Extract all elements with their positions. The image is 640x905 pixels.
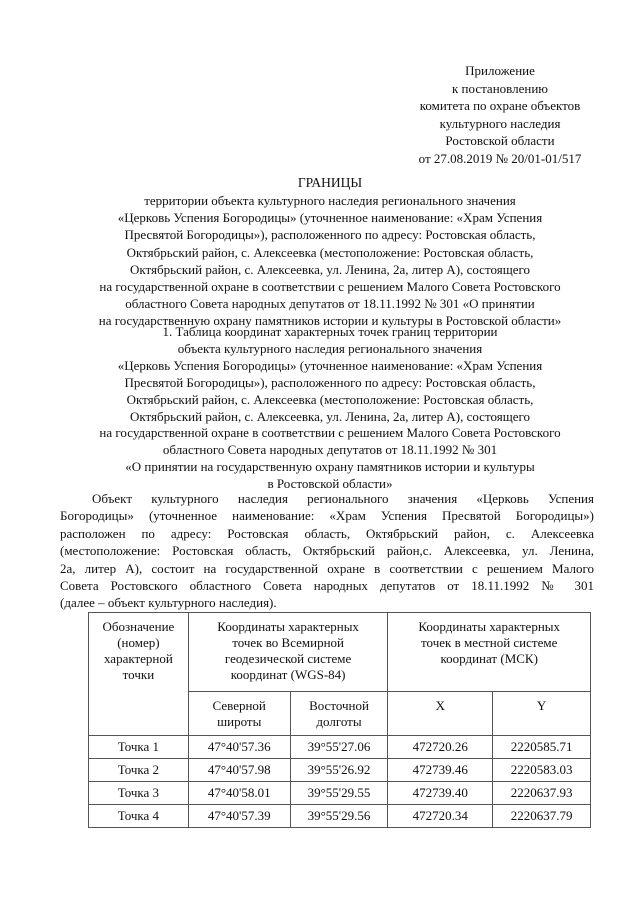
paragraph-line: расположен по адресу: Ростовская область, Октябрьский район, с. Алексеевка xyxy=(60,525,594,541)
subtitle-line: областного Совета народных депутатов от 18.11.1992 № 301 «О принятии xyxy=(125,296,535,312)
appendix-line: Ростовской области xyxy=(445,133,555,149)
table-heading-line: областного Совета народных депутатов от 18.11.1992 № 301 xyxy=(162,442,498,458)
header-north-latitude: Северной широты xyxy=(188,692,290,736)
cell-longitude: 39°55'29.55 xyxy=(290,782,388,805)
description-paragraph xyxy=(60,490,594,612)
cell-point: Точка 2 xyxy=(89,759,189,782)
cell-point: Точка 4 xyxy=(89,805,189,828)
subtitle-line: Октябрьский район, с. Алексеевка, ул. Ленина, 2а, литер А), состоящего xyxy=(130,261,530,277)
table-row xyxy=(89,736,591,759)
subtitle-line: на государственной охране в соответствии с решением Малого Совета Ростовского xyxy=(99,279,561,295)
paragraph-line: 2а, литер А), состоит на государственной охране в соответствии с решением Малого xyxy=(60,560,594,576)
document-subtitle xyxy=(40,192,620,330)
header-wgs84: Координаты характерных точек во Всемирной геодезической системе координат (WGS-84) xyxy=(188,613,388,692)
cell-y: 2220637.79 xyxy=(493,805,591,828)
cell-y: 2220637.93 xyxy=(493,782,591,805)
appendix-line: к постановлению xyxy=(451,80,549,96)
table-row xyxy=(89,805,591,828)
table-header-row xyxy=(89,613,591,692)
subtitle-line: «Церковь Успения Богородицы» (уточненное наименование: «Храм Успения xyxy=(117,210,543,226)
subtitle-line: на государственную охрану памятников истории и культуры в Ростовской области» xyxy=(98,313,562,329)
table-heading-line: Октябрьский район, с. Алексеевка (местоположение: Ростовская область, xyxy=(126,391,534,407)
appendix-line: Приложение xyxy=(465,63,535,78)
document-title: ГРАНИЦЫ xyxy=(297,175,363,190)
cell-latitude: 47°40'57.39 xyxy=(188,805,290,828)
table-heading-line: Пресвятой Богородицы»), расположенного по адресу: Ростовская область, xyxy=(124,374,536,390)
table-heading-line: «Церковь Успения Богородицы» (уточненное наименование: «Храм Успения xyxy=(117,357,543,373)
table-heading-line: на государственной охране в соответствии с решением Малого Совета Ростовского xyxy=(99,425,561,441)
cell-point: Точка 1 xyxy=(89,736,189,759)
table-heading-line: «О принятии на государственную охрану памятников истории и культуры xyxy=(125,459,535,475)
appendix-line: от 27.08.2019 № 20/01-01/517 xyxy=(418,150,582,166)
cell-latitude: 47°40'57.98 xyxy=(188,759,290,782)
coordinates-table xyxy=(88,612,591,828)
cell-y: 2220583.03 xyxy=(493,759,591,782)
cell-longitude: 39°55'29.56 xyxy=(290,805,388,828)
subtitle-line: Октябрьский район, с. Алексеевка (местоположение: Ростовская область, xyxy=(126,244,534,260)
paragraph-line: Богородицы» (уточненное наименование: «Храм Успения Пресвятой Богородицы») xyxy=(60,508,594,524)
appendix-line: комитета по охране объектов xyxy=(419,98,581,114)
cell-x: 472720.34 xyxy=(388,805,493,828)
paragraph-line: (далее – объект культурного наследия). xyxy=(60,595,277,611)
table-row xyxy=(89,759,591,782)
cell-latitude: 47°40'57.36 xyxy=(188,736,290,759)
cell-latitude: 47°40'58.01 xyxy=(188,782,290,805)
paragraph-line: Совета Ростовского областного Совета народных депутатов от 18.11.1992 № 301 xyxy=(60,578,594,594)
header-point-designation: Обозначение (номер) характерной точки xyxy=(89,613,189,736)
table-heading-line: объекта культурного наследия регионального значения xyxy=(177,340,483,356)
header-east-longitude: Восточной долготы xyxy=(290,692,388,736)
cell-longitude: 39°55'26.92 xyxy=(290,759,388,782)
paragraph-line: Объект культурного наследия регионального значения «Церковь Успения xyxy=(92,491,594,506)
appendix-block xyxy=(400,62,600,168)
subtitle-line: территории объекта культурного наследия регионального значения xyxy=(144,193,516,208)
cell-x: 472739.40 xyxy=(388,782,493,805)
header-msk: Координаты характерных точек в местной системе координат (МСК) xyxy=(388,613,591,692)
table-row xyxy=(89,782,591,805)
cell-y: 2220585.71 xyxy=(493,736,591,759)
paragraph-line: (местоположение: Ростовская область, Октябрьский район,с. Алексеевка, ул. Ленина, xyxy=(60,543,594,559)
cell-point: Точка 3 xyxy=(89,782,189,805)
header-y: Y xyxy=(493,692,591,736)
header-x: X xyxy=(388,692,493,736)
table-heading-line: в Ростовской области» xyxy=(267,476,393,492)
appendix-line: культурного наследия xyxy=(439,115,561,131)
cell-x: 472739.46 xyxy=(388,759,493,782)
subtitle-line: Пресвятой Богородицы»), расположенного по адресу: Ростовская область, xyxy=(124,227,536,243)
table-heading-line: Октябрьский район, с. Алексеевка, ул. Ленина, 2а, литер А), состоящего xyxy=(130,408,530,424)
table-heading xyxy=(40,324,620,493)
cell-x: 472720.26 xyxy=(388,736,493,759)
cell-longitude: 39°55'27.06 xyxy=(290,736,388,759)
table-heading-line: 1. Таблица координат характерных точек границ территории xyxy=(162,324,498,339)
